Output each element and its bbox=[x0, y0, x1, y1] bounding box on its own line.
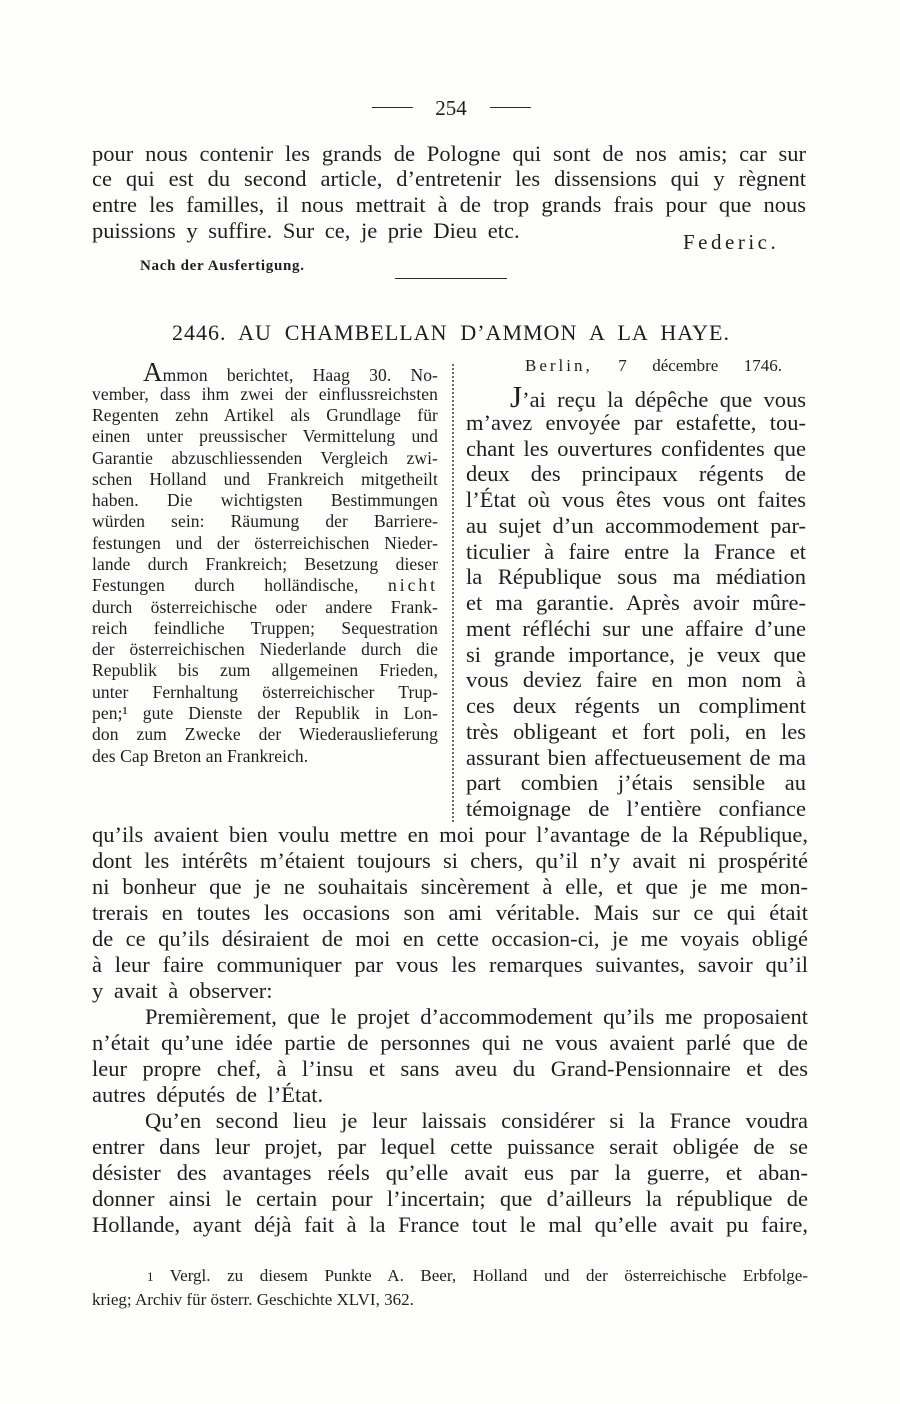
footnote-text: Vergl. zu diesem Punkte A. Beer, Holland und der österreichische Erbfolge- bbox=[169, 1266, 808, 1285]
page-number: 254 bbox=[435, 96, 467, 120]
summary-line: festungen und der österreichischen Nieder- bbox=[92, 533, 438, 553]
text-line: à leur faire communiquer par vous les remarques suivantes, savoir qu’il bbox=[92, 952, 808, 977]
column-line: assurant bien affectueusement de ma bbox=[466, 745, 806, 770]
emphasized-word: nicht bbox=[388, 575, 438, 595]
column-divider bbox=[452, 364, 454, 822]
text-line: qu’ils avaient bien voulu mettre en moi pour l’avantage de la République, bbox=[92, 822, 808, 847]
text-line: entrer dans leur projet, par lequel cette puissance serait obligée de se bbox=[92, 1134, 808, 1159]
text-line: y avait à observer: bbox=[92, 978, 273, 1003]
dateline-date: 7 décembre 1746. bbox=[618, 356, 782, 375]
summary-line: der österreichischen Niederlande durch die bbox=[92, 639, 438, 659]
page-number-dash-right bbox=[490, 107, 531, 108]
summary-line: lande durch Frankreich; Besetzung dieser bbox=[92, 554, 438, 574]
column-line: la République sous ma médiation bbox=[466, 564, 806, 589]
summary-line: Regenten zehn Artikel als Grundlage für bbox=[92, 405, 438, 425]
column-line: deux des principaux régents de bbox=[466, 461, 806, 486]
text-line: n’était qu’une idée partie de personnes qui ne vous avaient parlé que de bbox=[92, 1030, 808, 1055]
summary-line: reich feindliche Truppen; Sequestration bbox=[92, 618, 438, 638]
column-line: si grande importance, je veux que bbox=[466, 642, 806, 667]
text-line: puissions y suffire. Sur ce, je prie Dieu etc. bbox=[92, 218, 520, 243]
text-line: Hollande, ayant déjà fait à la France tout le mal qu’elle avait pu faire, bbox=[92, 1212, 808, 1237]
column-line bbox=[510, 379, 806, 414]
column-line: très obligeant et fort poli, en les bbox=[466, 719, 806, 744]
summary-line: einen unter preussischer Vermittelung und bbox=[92, 426, 438, 446]
summary-line bbox=[143, 357, 438, 387]
source-note: Nach der Ausfertigung. bbox=[140, 258, 305, 274]
summary-line: unter Fernhaltung österreichischer Trup- bbox=[92, 682, 438, 702]
dateline bbox=[525, 355, 782, 377]
dateline-place: Berlin, bbox=[525, 356, 593, 375]
section-rule bbox=[395, 278, 507, 279]
summary-line: don zum Zwecke der Wiederauslieferung bbox=[92, 724, 438, 744]
text-line: Premièrement, que le projet d’accommodement qu’ils me proposaient bbox=[145, 1004, 808, 1029]
text-line: donner ainsi le certain pour l’incertain; que d’ailleurs la république de bbox=[92, 1186, 808, 1211]
initial-letter: J bbox=[510, 379, 523, 414]
footnote-line bbox=[147, 1264, 808, 1288]
column-line: l’État où vous êtes vous ont faites bbox=[466, 487, 806, 512]
letter-heading: 2446. AU CHAMBELLAN D’AMMON A LA HAYE. bbox=[172, 320, 730, 345]
initial-letter: A bbox=[143, 357, 163, 387]
summary-line: haben. Die wichtigsten Bestimmungen bbox=[92, 490, 438, 510]
column-line: vous deviez faire en mon nom à bbox=[466, 667, 806, 692]
column-line-text: ’ai reçu la dépêche que vous bbox=[522, 387, 806, 412]
summary-line-text: mmon berichtet, Haag 30. No- bbox=[162, 365, 438, 385]
column-line: ces deux régents un compliment bbox=[466, 693, 806, 718]
text-line: désister des avantages réels qu’elle avait eus par la guerre, et aban- bbox=[92, 1160, 808, 1185]
summary-line: des Cap Breton an Frankreich. bbox=[92, 746, 309, 766]
text-line: pour nous contenir les grands de Pologne qui sont de nos amis; car sur bbox=[92, 141, 806, 166]
column-line: au sujet d’un accommodement par- bbox=[466, 513, 806, 538]
text-line: ce qui est du second article, d’entretenir les dissensions qui y règnent bbox=[92, 166, 806, 191]
summary-line: Garantie abzuschliessenden Vergleich zwi- bbox=[92, 448, 438, 468]
summary-line: durch österreichische oder andere Frank- bbox=[92, 597, 438, 617]
column-line: ticulier à faire entre la France et bbox=[466, 539, 806, 564]
column-line: part combien j’étais sensible au bbox=[466, 770, 806, 795]
summary-line: vember, dass ihm zwei der einflussreichsten bbox=[92, 384, 438, 404]
column-line: chant les ouvertures confidentes que bbox=[466, 436, 806, 461]
summary-line bbox=[92, 575, 438, 596]
footnote-line: krieg; Archiv für österr. Geschichte XLVI, 362. bbox=[92, 1290, 414, 1309]
column-line: et ma garantie. Après avoir mûre- bbox=[466, 590, 806, 615]
text-line: autres députés de l’État. bbox=[92, 1082, 324, 1107]
column-line: m’avez envoyée par estafette, tou- bbox=[466, 410, 806, 435]
summary-line-text: Festungen durch holländische, bbox=[92, 575, 359, 595]
text-line: leur propre chef, à l’insu et sans aveu du Grand-Pensionnaire et des bbox=[92, 1056, 808, 1081]
text-line: entre les familles, il nous mettrait à de trop grands frais pour que nous bbox=[92, 192, 806, 217]
signature: Federic. bbox=[683, 230, 780, 254]
footnote-marker: 1 bbox=[147, 1269, 154, 1284]
text-line: dont les intérêts m’étaient toujours si chers, qu’il n’y avait ni prospérité bbox=[92, 848, 808, 873]
summary-line: pen;¹ gute Dienste der Republik in Lon- bbox=[92, 703, 438, 723]
summary-line: schen Holland und Frankreich mitgetheilt bbox=[92, 469, 438, 489]
column-line: témoignage de l’entière confiance bbox=[466, 796, 806, 821]
text-line: de ce qu’ils désiraient de moi en cette occasion-ci, je me voyais obligé bbox=[92, 926, 808, 951]
text-line: trerais en toutes les occasions son ami véritable. Mais sur ce qui était bbox=[92, 900, 808, 925]
summary-line: würden sein: Räumung der Barriere- bbox=[92, 511, 438, 531]
text-line: ni bonheur que je ne souhaitais sincèrement à elle, et que je me mon- bbox=[92, 874, 808, 899]
column-line: ment réfléchi sur une affaire d’une bbox=[466, 616, 806, 641]
summary-line: Republik bis zum allgemeinen Frieden, bbox=[92, 660, 438, 680]
text-line: Qu’en second lieu je leur laissais considérer si la France voudra bbox=[145, 1108, 808, 1133]
